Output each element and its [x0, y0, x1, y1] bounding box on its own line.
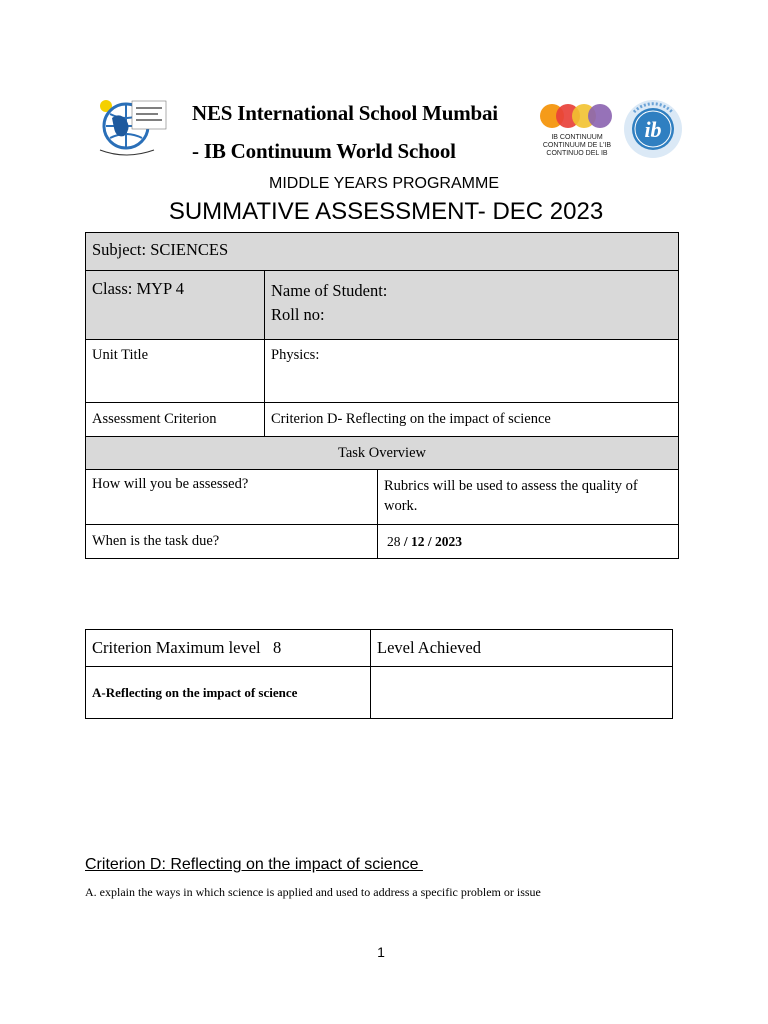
criterion-max-value: 8: [273, 638, 282, 657]
assessed-value: Rubrics will be used to assess the quality of work.: [384, 478, 638, 514]
due-year: 2023: [435, 533, 463, 549]
class-label: Class: MYP 4: [92, 279, 184, 298]
student-cell: [265, 271, 679, 340]
assessed-value-cell: [378, 470, 679, 525]
due-separator-2: /: [424, 533, 436, 549]
ib-world-school-logo: [622, 98, 684, 160]
student-name-label: Name of Student:: [271, 281, 388, 300]
continuum-text-2: CONTINUUM DE L'IB: [542, 142, 612, 149]
criterion-a-label: A-Reflecting on the impact of science: [92, 684, 298, 700]
criterion-label-cell: [86, 403, 265, 437]
level-achieved-header-cell: [371, 630, 673, 667]
due-label-cell: [86, 525, 378, 559]
ib-continuum-logo: [538, 100, 616, 164]
continuum-text-3: CONTINUO DEL IB: [546, 150, 608, 157]
criterion-value: Criterion D- Reflecting on the impact of science: [271, 411, 551, 427]
school-subtitle: - IB Continuum World School: [192, 139, 456, 163]
criterion-d-strand-a: A. explain the ways in which science is applied and used to address a specific problem or issue: [85, 885, 541, 899]
criterion-max-cell: [86, 630, 371, 667]
criterion-value-cell: [265, 403, 679, 437]
task-overview-label: Task Overview: [338, 444, 426, 461]
programme-title: MIDDLE YEARS PROGRAMME: [269, 175, 499, 192]
due-month: 12: [411, 533, 425, 549]
criterion-d-heading: Criterion D: Reflecting on the impact of science: [85, 856, 423, 873]
nes-school-logo: [96, 98, 168, 160]
task-overview-cell: [86, 437, 679, 470]
criterion-max-label: Criterion Maximum level: [92, 638, 261, 657]
assessment-title: SUMMATIVE ASSESSMENT- DEC 2023: [168, 198, 604, 225]
unit-title-value-cell: [265, 340, 679, 403]
svg-text:ib: ib: [644, 117, 662, 142]
due-date-cell: [378, 525, 679, 559]
school-name: NES International School Mumbai: [192, 101, 498, 125]
unit-title-value: Physics:: [271, 347, 320, 363]
criterion-label: Assessment Criterion: [92, 411, 217, 427]
due-day: 28: [387, 533, 401, 549]
unit-title-label-cell: [86, 340, 265, 403]
unit-title-label: Unit Title: [92, 347, 149, 363]
level-achieved-table: [85, 629, 673, 719]
class-cell: [86, 271, 265, 340]
due-separator-1: /: [400, 533, 412, 549]
assessment-info-table: [85, 232, 679, 559]
subject-cell: [86, 233, 679, 271]
assessed-label: How will you be assessed?: [92, 476, 249, 492]
due-label: When is the task due?: [92, 533, 220, 549]
level-achieved-value-cell[interactable]: [371, 667, 673, 719]
subject-label: Subject: SCIENCES: [92, 240, 229, 259]
continuum-text-1: IB CONTINUUM: [551, 134, 603, 141]
roll-no-label: Roll no:: [271, 305, 325, 324]
criterion-a-cell: [86, 667, 371, 719]
assessed-label-cell: [86, 470, 378, 525]
page-number: 1: [377, 944, 385, 960]
level-achieved-label: Level Achieved: [377, 638, 481, 657]
